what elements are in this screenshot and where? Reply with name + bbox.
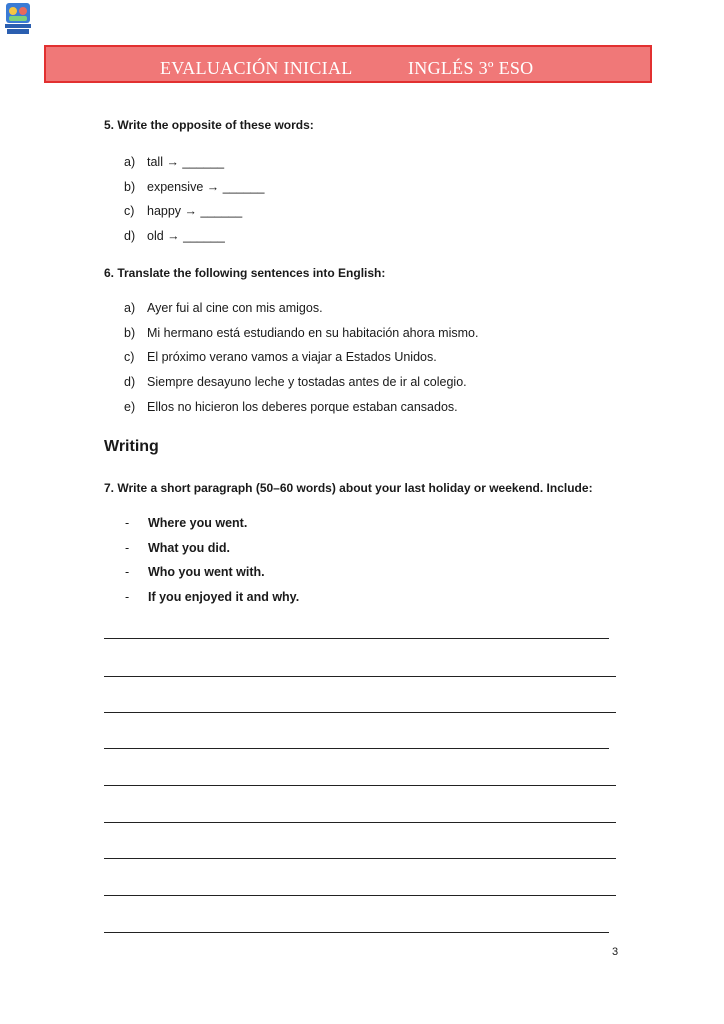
list-item — [124, 516, 299, 541]
writing-answer-line[interactable] — [104, 676, 616, 677]
header-title-right: INGLÉS 3º ESO — [408, 58, 534, 78]
list-item — [124, 326, 478, 351]
writing-answer-line[interactable] — [104, 932, 609, 933]
writing-answer-line[interactable] — [104, 638, 609, 639]
list-text: tall → ______ — [147, 155, 225, 169]
list-item — [124, 565, 299, 590]
list-item — [124, 350, 478, 375]
list-text: Ayer fui al cine con mis amigos. — [147, 301, 323, 315]
list-text: Where you went. — [148, 516, 248, 530]
writing-answer-line[interactable] — [104, 822, 616, 823]
list-item — [124, 375, 478, 400]
writing-answer-line[interactable] — [104, 748, 609, 749]
list-item — [124, 204, 264, 229]
list-marker: a) — [124, 155, 136, 169]
list-text: old → ______ — [147, 229, 225, 244]
question-7-title: 7. Write a short paragraph (50–60 words) about your last holiday or weekend. Include: — [104, 481, 593, 495]
list-item — [124, 400, 478, 425]
list-marker: - — [125, 540, 130, 555]
question-6-list — [124, 301, 478, 424]
writing-answer-line[interactable] — [104, 785, 616, 786]
recursos-eso-logo — [4, 2, 32, 36]
list-text: El próximo verano vamos a viajar a Estados Unidos. — [147, 350, 437, 365]
list-marker: a) — [124, 301, 136, 315]
writing-answer-line[interactable] — [104, 895, 616, 896]
list-marker: e) — [124, 399, 136, 414]
question-6-title: 6. Translate the following sentences into English: — [104, 266, 386, 280]
list-item — [124, 155, 264, 180]
list-text: Ellos no hicieron los deberes porque estaban cansados. — [147, 399, 458, 414]
header-title-left: EVALUACIÓN INICIAL — [160, 58, 353, 78]
header-banner — [44, 45, 652, 83]
list-marker: d) — [124, 229, 136, 244]
writing-answer-line[interactable] — [104, 858, 616, 859]
list-marker: d) — [124, 375, 136, 390]
list-marker: - — [125, 516, 130, 530]
section-heading-writing: Writing — [104, 438, 159, 455]
list-item — [124, 180, 264, 205]
list-marker: c) — [124, 350, 135, 365]
list-marker: b) — [124, 325, 136, 340]
list-item — [124, 541, 299, 566]
list-marker: - — [125, 590, 130, 605]
list-text: expensive → ______ — [147, 179, 265, 194]
list-text: What you did. — [148, 540, 230, 555]
list-item — [124, 590, 299, 615]
list-text: If you enjoyed it and why. — [148, 590, 300, 605]
list-text: Who you went with. — [148, 565, 265, 580]
question-5-title: 5. Write the opposite of these words: — [104, 118, 314, 132]
page-number: 3 — [612, 946, 619, 958]
list-marker: c) — [124, 204, 135, 219]
list-marker: b) — [124, 179, 136, 194]
writing-answer-line[interactable] — [104, 712, 616, 713]
list-text: Mi hermano está estudiando en su habitación ahora mismo. — [147, 325, 479, 340]
question-7-list — [124, 516, 299, 615]
list-marker: - — [125, 565, 130, 580]
list-item — [124, 301, 478, 326]
list-text: Siempre desayuno leche y tostadas antes de ir al colegio. — [147, 375, 467, 390]
question-5-list — [124, 155, 264, 254]
list-item — [124, 229, 264, 254]
list-text: happy → ______ — [147, 204, 243, 219]
